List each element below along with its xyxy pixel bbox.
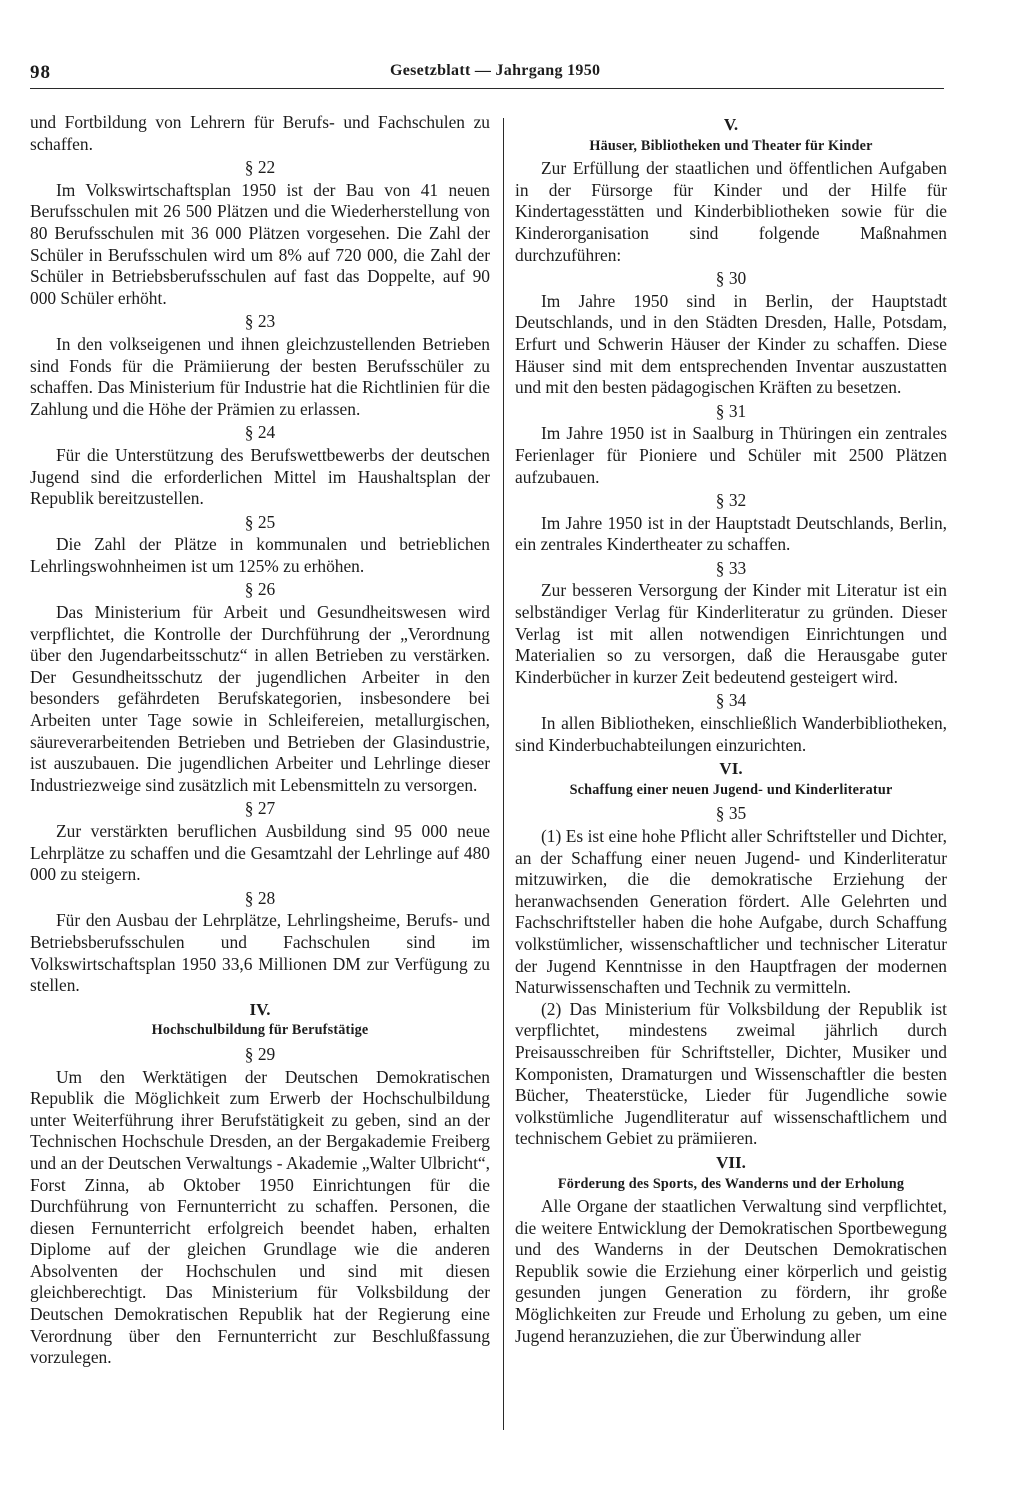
paragraph-number-32: § 32 [715, 490, 747, 511]
header-rule [30, 88, 944, 89]
running-header: Gesetzblatt — Jahrgang 1950 [390, 62, 601, 79]
section-number-iv: IV. [249, 999, 271, 1019]
paragraph-number-30: § 30 [715, 268, 747, 289]
left-column [30, 112, 490, 1369]
section-number-v: V. [723, 115, 739, 134]
paragraph-number-22: § 22 [244, 157, 276, 178]
paragraph-23: In den volkseigenen und ihnen gleichzustellenden Betrieben sind Fonds für die Prämiierung der besten Berufsschüler zu schaffen. Das Ministerium für Industrie hat die Richtlinien für die Zahlung und die Höhe der Prämien zu erlassen. [30, 333, 490, 419]
page-number: 98 [30, 62, 51, 83]
paragraph-31: Im Jahre 1950 ist in Saalburg in Thüringen ein zentrales Ferienlager für Pioniere und Schüler mit 2500 Plätzen aufzubauen. [515, 423, 947, 487]
right-column [515, 112, 947, 1347]
paragraph-section-v-intro: Zur Erfüllung der staatlichen und öffentlichen Aufgaben in der Fürsorge für Kinder und der Hilfe für Kindertagesstätten und Kinderbibliotheken sowie für die Kinderorganisation sind folgende Maßnahmen durchzuführen: [515, 158, 947, 265]
paragraph-number-27: § 27 [244, 798, 276, 819]
column-divider [503, 118, 504, 1430]
paragraph-24: Für die Unterstützung des Berufswettbewerbs der deutschen Jugend sind die erforderlichen Mittel im Haushaltsplan der Republik bereitzustellen. [30, 444, 490, 509]
paragraph-section-vii-intro: Alle Organe der staatlichen Verwaltung sind verpflichtet, die weitere Entwicklung der Demokratischen Sportbewegung und des Wanderns in der Deutschen Demokratischen Republik sowie die Erziehung einer körperlich und geistig gesunden jungen Generation zu fördern, ihr große Möglichkeiten zur Freude und Erholung zu geben, um eine Jugend heranzuziehen, die zur Überwindung aller [515, 1196, 947, 1346]
paragraph-number-35: § 35 [715, 803, 747, 824]
paragraph-number-34: § 34 [715, 690, 747, 711]
section-title-v: Häuser, Bibliotheken und Theater für Kinder [589, 137, 873, 154]
paragraph-number-29: § 29 [244, 1043, 276, 1064]
section-title-iv: Hochschulbildung für Berufstätige [151, 1022, 369, 1039]
paragraph-continuation: und Fortbildung von Lehrern für Berufs- und Fachschulen zu schaffen. [30, 112, 490, 154]
paragraph-34: In allen Bibliotheken, einschließlich Wanderbibliotheken, sind Kinderbuchabteilungen einzurichten. [515, 713, 947, 755]
paragraph-27: Zur verstärkten beruflichen Ausbildung sind 95 000 neue Lehrplätze zu schaffen und die Gesamtzahl der Lehrlinge auf 480 000 zu steigern. [30, 821, 490, 885]
paragraph-35-clause-2: (2) Das Ministerium für Volksbildung der Republik ist verpflichtet, mindestens zweimal jährlich durch Preisausschreiben für Schriftsteller, Dichter, Musiker und Komponisten, Dramaturgen und Wissenschaftler die besten Bücher, Theaterstücke, Lieder für Jugendliche sowie volkstümliche Jugendliteratur auf wissenschaftlichem und technischem Gebiet zu prämiieren. [515, 998, 947, 1149]
section-title-vii: Förderung des Sports, des Wanderns und der Erholung [557, 1175, 905, 1192]
paragraph-number-28: § 28 [244, 887, 276, 908]
section-title-vi: Schaffung einer neuen Jugend- und Kinderliteratur [569, 781, 893, 798]
paragraph-28: Für den Ausbau der Lehrplätze, Lehrlingsheime, Berufs- und Betriebsberufsschulen und Fachschulen sind im Volkswirtschaftsplan 1950 33,6 Millionen DM zur Verfügung zu stellen. [30, 910, 490, 996]
paragraph-33: Zur besseren Versorgung der Kinder mit Literatur ist ein selbständiger Verlag für Kinderliteratur zu gründen. Dieser Verlag ist mit allen notwendigen Einrichtungen und Materialien so zu versorgen, daß die Herausgabe guter Kinderbücher in kurzer Zeit bedeutend gesteigert wird. [515, 580, 947, 687]
paragraph-number-25: § 25 [244, 511, 276, 532]
paragraph-number-31: § 31 [715, 400, 747, 421]
paragraph-number-23: § 23 [244, 311, 276, 332]
paragraph-35-clause-1: (1) Es ist eine hohe Pflicht aller Schriftsteller und Dichter, an der Schaffung einer neuen Jugend- und Kinderliteratur mitzuwirken, die die demokratische Erziehung der heranwachsenden Generation fördert. Alle Gelehrten und Fachschriftsteller haben die hohe Aufgabe, durch Schaffung volkstümlicher, wissenschaftlicher und technischer Literatur der Jugend Kenntnisse in den Hauptfragen der modernen Naturwissenschaften und Technik zu vermitteln. [515, 826, 947, 998]
paragraph-25: Die Zahl der Plätze in kommunalen und betrieblichen Lehrlingswohnheimen ist um 125% zu erhöhen. [30, 534, 490, 576]
paragraph-26: Das Ministerium für Arbeit und Gesundheitswesen wird verpflichtet, die Kontrolle der Durchführung der „Verordnung über den Jugendarbeitsschutz“ in allen Betrieben zu verstärken. Der Gesundheitsschutz der jugendlichen Arbeiter in den besonders gefährdeten Berufskategorien, insbesondere bei Arbeiten unter Tage sowie in Schleifereien, metallurgischen, säureverarbeitenden Betrieben und Betrieben der Glasindustrie, ist auszubauen. Die jugendlichen Arbeiter und Lehrlinge dieser Industriezweige sind zusätzlich mit Lebensmitteln zu versorgen. [30, 602, 490, 795]
paragraph-number-33: § 33 [715, 557, 747, 578]
paragraph-22: Im Volkswirtschaftsplan 1950 ist der Bau von 41 neuen Berufsschulen mit 26 500 Plätzen und die Wiederherstellung von 80 Berufsschulen mit 36 000 Plätzen vorgesehen. Die Zahl der Schüler in Berufsschulen wird um 8% auf 720 000, die Zahl der Schüler in Betriebsberufsschulen auf fast das Doppelte, auf 90 000 Schüler erhöht. [30, 179, 490, 308]
paragraph-30: Im Jahre 1950 sind in Berlin, der Hauptstadt Deutschlands, und in den Städten Dresden, Halle, Potsdam, Erfurt und Schwerin Häuser der Kinder zu schaffen. Diese Häuser sind mit dem entsprechenden Inventar auszustatten und mit den besten pädagogischen Kräften zu besetzen. [515, 290, 947, 398]
section-number-vi: VI. [719, 759, 743, 779]
paragraph-32: Im Jahre 1950 ist in der Hauptstadt Deutschlands, Berlin, ein zentrales Kindertheater zu schaffen. [515, 512, 947, 555]
paragraph-29: Um den Werktätigen der Deutschen Demokratischen Republik die Möglichkeit zum Erwerb der Hochschulbildung unter Weiterführung ihrer Berufstätigkeit zu geben, sind an der Technischen Hochschule Dresden, an der Bergakademie Freiberg und an der Deutschen Verwaltungs - Akademie „Walter Ulbricht“, Forst Zinna, ab Oktober 1950 Einrichtungen für die Durchführung von Fernunterricht zu schaffen. Personen, die diesen Fernunterricht erfolgreich beendet haben, erhalten Diplome auf der gleichen Grundlage wie die anderen Absolventen der Hochschulen und sind mit diesen gleichberechtigt. Das Ministerium für Volksbildung der Deutschen Demokratischen Republik hat der Regierung eine Verordnung über den Fernunterricht zur Beschlußfassung vorzulegen. [30, 1066, 490, 1368]
section-number-vii: VII. [716, 1152, 746, 1172]
paragraph-number-24: § 24 [244, 422, 276, 443]
paragraph-number-26: § 26 [244, 579, 276, 600]
